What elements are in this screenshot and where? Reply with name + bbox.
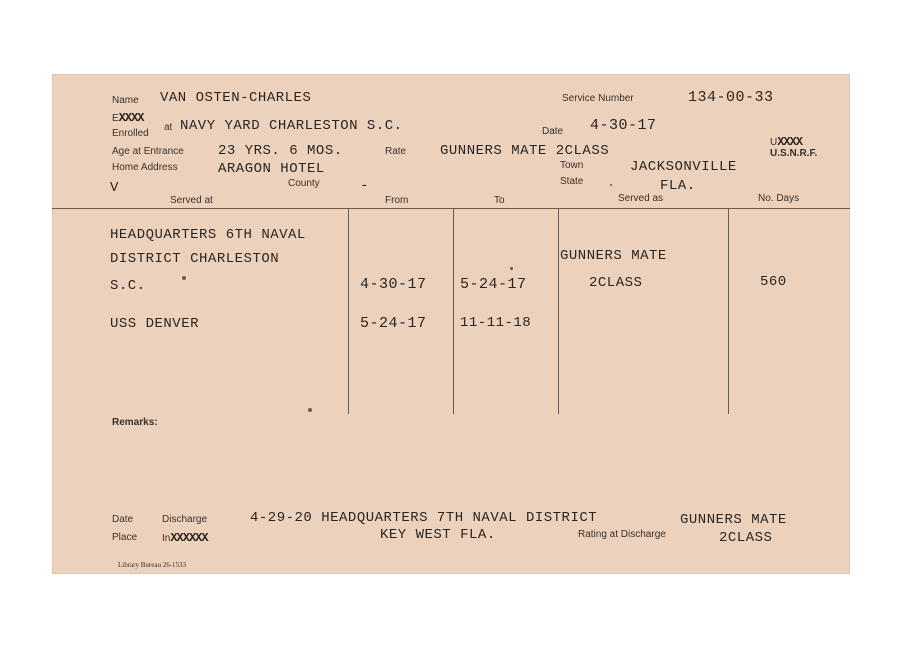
served-as-value: 2CLASS <box>589 275 643 291</box>
to-date: 11-11-18 <box>460 315 532 331</box>
station-line: S.C. <box>110 278 146 294</box>
place-label: Place <box>112 532 138 543</box>
footer-imprint: Library Bureau 26-1533 <box>118 561 187 569</box>
county-label: County <box>288 178 320 189</box>
no-days-value: 560 <box>760 274 787 290</box>
to-date: 5-24-17 <box>460 276 527 293</box>
column-rule <box>558 209 559 414</box>
in-strike-label: InXXXXXX <box>162 531 208 545</box>
usnrf-strike-label: UXXXX <box>770 135 803 149</box>
rating-value: 2CLASS <box>719 530 773 546</box>
enrolled-at-value: NAVY YARD CHARLESTON S.C. <box>180 118 403 134</box>
from-heading: From <box>385 195 409 206</box>
rating-value: GUNNERS MATE <box>680 512 787 528</box>
paper-speck <box>182 276 186 280</box>
discharge-line: 4-29-20 HEADQUARTERS 7TH NAVAL DISTRICT <box>250 510 598 526</box>
home-address-value: ARAGON HOTEL <box>218 161 325 177</box>
name-value: VAN OSTEN-CHARLES <box>160 90 312 106</box>
paper-speck <box>610 184 612 186</box>
county-value: - <box>360 178 369 194</box>
state-label: State <box>560 176 584 187</box>
usnrf-label: U.S.N.R.F. <box>770 148 818 159</box>
service-record-card <box>52 74 850 574</box>
discharge-label: Discharge <box>162 514 208 525</box>
rate-value: GUNNERS MATE 2CLASS <box>440 143 610 159</box>
enrolled-label: Enrolled <box>112 128 149 139</box>
enlisted-label: EXXXX <box>112 111 144 125</box>
paper-speck <box>510 267 513 270</box>
state-value: FLA. <box>660 178 696 194</box>
date-label: Date <box>112 514 134 525</box>
column-rule <box>728 209 729 414</box>
station-line: DISTRICT CHARLESTON <box>110 251 280 267</box>
served-at-heading: Served at <box>170 195 213 206</box>
discharge-place: KEY WEST FLA. <box>380 527 496 543</box>
rating-at-discharge-label: Rating at Discharge <box>578 529 666 540</box>
column-rule <box>453 209 454 414</box>
date-label: Date <box>542 126 564 137</box>
from-date: 5-24-17 <box>360 315 427 332</box>
station-line: USS DENVER <box>110 316 200 332</box>
from-date: 4-30-17 <box>360 276 427 293</box>
at-label: at <box>164 122 173 133</box>
service-number-label: Service Number <box>562 93 634 104</box>
column-rule <box>348 209 349 414</box>
table-divider <box>52 208 850 209</box>
served-as-heading: Served as <box>618 193 664 204</box>
town-value: JACKSONVILLE <box>630 159 737 175</box>
v-mark: V <box>110 180 119 196</box>
age-label: Age at Entrance <box>112 146 184 157</box>
no-days-heading: No. Days <box>758 193 800 204</box>
name-label: Name <box>112 95 139 106</box>
remarks-label: Remarks: <box>112 417 158 428</box>
age-value: 23 YRS. 6 MOS. <box>218 143 343 159</box>
paper-speck <box>308 408 312 412</box>
station-line: HEADQUARTERS 6TH NAVAL <box>110 227 306 243</box>
to-heading: To <box>494 195 505 206</box>
service-number-value: 134-00-33 <box>688 89 774 106</box>
town-label: Town <box>560 160 584 171</box>
home-address-label: Home Address <box>112 162 178 173</box>
date-value: 4-30-17 <box>590 117 657 134</box>
rate-label: Rate <box>385 146 407 157</box>
served-as-value: GUNNERS MATE <box>560 248 667 264</box>
